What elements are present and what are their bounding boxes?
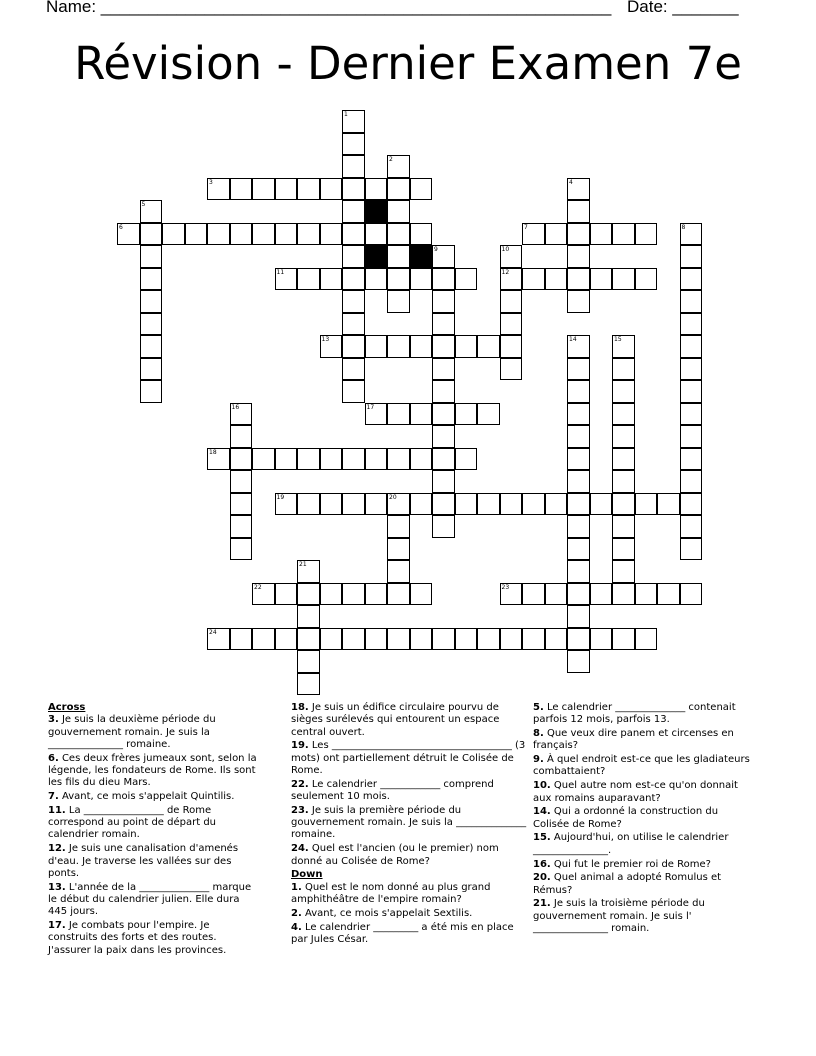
- cell-number: 7: [524, 223, 528, 231]
- cell-number: 11: [276, 268, 285, 276]
- grid-cell[interactable]: [230, 470, 253, 493]
- clue-down-16: 16. Qui fut le premier roi de Rome?: [533, 858, 711, 870]
- grid-cell[interactable]: [230, 515, 253, 538]
- grid-cell[interactable]: [342, 268, 365, 291]
- grid-cell[interactable]: [567, 448, 590, 471]
- grid-cell[interactable]: [252, 448, 275, 471]
- grid-cell[interactable]: [252, 223, 275, 246]
- clues-column-3: [533, 702, 755, 937]
- grid-cell[interactable]: [342, 358, 365, 381]
- grid-cell[interactable]: [387, 538, 410, 561]
- clue-across-6: 6. Ces deux frères jumeaux sont, selon la légende, les fondateurs de Rome. Ils sont les fils du dieu Mars.: [48, 752, 257, 789]
- grid-cell[interactable]: [612, 425, 635, 448]
- grid-cell[interactable]: [455, 628, 478, 651]
- grid-cell[interactable]: [477, 335, 500, 358]
- clue-down-14: 14. Qui a ordonné la construction du Colisée de Rome?: [533, 806, 719, 830]
- grid-cell[interactable]: [387, 628, 410, 651]
- clue-down-1: 1. Quel est le nom donné au plus grand amphithéâtre de l'empire romain?: [291, 881, 491, 905]
- grid-cell[interactable]: [297, 650, 320, 673]
- grid-cell[interactable]: [522, 268, 545, 291]
- grid-cell[interactable]: [140, 223, 163, 246]
- grid-cell[interactable]: [567, 335, 590, 358]
- grid-cell[interactable]: [207, 178, 230, 201]
- grid-cell[interactable]: [230, 493, 253, 516]
- clues-column-2: [291, 702, 527, 948]
- grid-cell[interactable]: [590, 583, 613, 606]
- grid-cell[interactable]: [477, 493, 500, 516]
- cell-number: 6: [119, 223, 123, 231]
- grid-cell[interactable]: [410, 493, 433, 516]
- grid-cell[interactable]: [230, 448, 253, 471]
- grid-cell[interactable]: [410, 178, 433, 201]
- grid-cell[interactable]: [455, 448, 478, 471]
- grid-cell[interactable]: [455, 403, 478, 426]
- grid-cell[interactable]: [140, 290, 163, 313]
- grid-cell[interactable]: [680, 425, 703, 448]
- grid-cell[interactable]: [567, 268, 590, 291]
- black-cell: [410, 245, 433, 268]
- cell-number: 16: [231, 403, 240, 411]
- grid-cell[interactable]: [387, 560, 410, 583]
- grid-cell[interactable]: [567, 605, 590, 628]
- grid-cell[interactable]: [410, 448, 433, 471]
- grid-cell[interactable]: [387, 200, 410, 223]
- grid-cell[interactable]: [500, 335, 523, 358]
- grid-cell[interactable]: [230, 538, 253, 561]
- grid-cell[interactable]: [275, 223, 298, 246]
- grid-cell[interactable]: [567, 560, 590, 583]
- grid-cell[interactable]: [140, 358, 163, 381]
- grid-cell[interactable]: [567, 245, 590, 268]
- grid-cell[interactable]: [387, 268, 410, 291]
- grid-cell[interactable]: [567, 583, 590, 606]
- grid-cell[interactable]: [612, 493, 635, 516]
- grid-cell[interactable]: [432, 425, 455, 448]
- cell-number: 9: [434, 246, 438, 253]
- grid-cell[interactable]: [342, 448, 365, 471]
- grid-cell[interactable]: [680, 335, 703, 358]
- grid-cell[interactable]: [680, 403, 703, 426]
- grid-cell[interactable]: [680, 380, 703, 403]
- grid-cell[interactable]: [567, 200, 590, 223]
- grid-cell[interactable]: [387, 493, 410, 516]
- cell-number: 10: [501, 246, 510, 253]
- grid-cell[interactable]: [567, 628, 590, 651]
- grid-cell[interactable]: [230, 425, 253, 448]
- cell-number: 18: [209, 448, 217, 456]
- grid-cell[interactable]: [477, 403, 500, 426]
- grid-cell[interactable]: [230, 223, 253, 246]
- grid-cell[interactable]: [567, 178, 590, 201]
- grid-cell[interactable]: [567, 538, 590, 561]
- grid-cell[interactable]: [432, 403, 455, 426]
- grid-cell[interactable]: [365, 403, 388, 426]
- grid-cell[interactable]: [590, 493, 613, 516]
- grid-cell[interactable]: [680, 313, 703, 336]
- clue-across-19: 19. Les ____________________________________ (3 mots) ont partiellement détruit le Colisée de Rome.: [291, 740, 526, 776]
- name-field[interactable]: Name: ______________________________________________________: [46, 0, 612, 16]
- grid-cell[interactable]: [432, 268, 455, 291]
- grid-cell[interactable]: [522, 223, 545, 246]
- grid-cell[interactable]: [342, 155, 365, 178]
- grid-cell[interactable]: [500, 245, 523, 268]
- clue-down-8: 8. Que veux dire panem et circenses en français?: [533, 728, 734, 752]
- grid-cell[interactable]: [207, 628, 230, 651]
- grid-cell[interactable]: [410, 628, 433, 651]
- grid-cell[interactable]: [387, 335, 410, 358]
- grid-cell[interactable]: [522, 628, 545, 651]
- clue-down-20: 20. Quel animal a adopté Romulus et Rémus?: [533, 872, 722, 896]
- grid-cell[interactable]: [297, 673, 320, 696]
- grid-cell[interactable]: [522, 493, 545, 516]
- grid-cell[interactable]: [342, 223, 365, 246]
- down-heading: Down: [291, 869, 323, 881]
- grid-cell[interactable]: [140, 268, 163, 291]
- grid-cell[interactable]: [635, 268, 658, 291]
- grid-cell[interactable]: [342, 628, 365, 651]
- grid-cell[interactable]: [612, 560, 635, 583]
- grid-cell[interactable]: [297, 493, 320, 516]
- grid-cell[interactable]: [410, 403, 433, 426]
- grid-cell[interactable]: [387, 290, 410, 313]
- clue-across-13: 13. L'année de la ______________ marque le début du calendrier julien. Elle dura 445 jours.: [48, 881, 252, 918]
- grid-cell[interactable]: [500, 628, 523, 651]
- grid-cell[interactable]: [297, 178, 320, 201]
- grid-cell[interactable]: [117, 223, 140, 246]
- grid-cell[interactable]: [477, 628, 500, 651]
- clue-across-24: 24. Quel est l'ancien (ou le premier) nom donné au Colisée de Rome?: [291, 843, 499, 867]
- cell-number: 20: [389, 493, 397, 501]
- grid-cell[interactable]: [612, 470, 635, 493]
- cell-number: 13: [321, 336, 330, 343]
- grid-cell[interactable]: [657, 583, 680, 606]
- grid-cell[interactable]: [567, 425, 590, 448]
- grid-cell[interactable]: [410, 583, 433, 606]
- grid-cell[interactable]: [275, 448, 298, 471]
- clue-across-23: 23. Je suis la première période du gouvernement romain. Je suis la ______________ romaine.: [291, 804, 527, 841]
- grid-cell[interactable]: [342, 110, 365, 133]
- clue-across-17: 17. Je combats pour l'empire. Je construits des forts et des routes. J'assurer la paix dans les provinces.: [48, 920, 227, 956]
- grid-cell[interactable]: [342, 245, 365, 268]
- grid-cell[interactable]: [567, 650, 590, 673]
- cell-number: 2: [389, 156, 393, 163]
- grid-cell[interactable]: [365, 268, 388, 291]
- grid-cell[interactable]: [342, 335, 365, 358]
- grid-cell[interactable]: [680, 515, 703, 538]
- grid-cell[interactable]: [387, 245, 410, 268]
- grid-cell[interactable]: [252, 628, 275, 651]
- clue-down-9: 9. À quel endroit est-ce que les gladiateurs combattaient?: [533, 754, 750, 778]
- grid-cell[interactable]: [162, 223, 185, 246]
- cell-number: 22: [254, 583, 262, 591]
- grid-cell[interactable]: [680, 448, 703, 471]
- grid-cell[interactable]: [342, 133, 365, 156]
- grid-cell[interactable]: [365, 448, 388, 471]
- grid-cell[interactable]: [275, 493, 298, 516]
- cell-number: 15: [614, 336, 622, 343]
- cell-number: 23: [501, 583, 510, 591]
- cell-number: 21: [299, 561, 307, 568]
- grid-cell[interactable]: [297, 223, 320, 246]
- grid-cell[interactable]: [410, 268, 433, 291]
- grid-cell[interactable]: [320, 268, 343, 291]
- grid-cell[interactable]: [612, 515, 635, 538]
- grid-cell[interactable]: [297, 560, 320, 583]
- grid-cell[interactable]: [567, 358, 590, 381]
- cell-number: 17: [366, 403, 375, 411]
- grid-cell[interactable]: [342, 178, 365, 201]
- cell-number: 3: [209, 178, 213, 186]
- grid-cell[interactable]: [567, 470, 590, 493]
- grid-cell[interactable]: [140, 380, 163, 403]
- grid-cell[interactable]: [545, 223, 568, 246]
- grid-cell[interactable]: [612, 538, 635, 561]
- cell-number: 19: [276, 493, 285, 501]
- grid-cell[interactable]: [612, 358, 635, 381]
- grid-cell[interactable]: [545, 628, 568, 651]
- grid-cell[interactable]: [680, 538, 703, 561]
- grid-cell[interactable]: [432, 358, 455, 381]
- grid-cell[interactable]: [230, 628, 253, 651]
- grid-cell[interactable]: [500, 493, 523, 516]
- grid-cell[interactable]: [612, 403, 635, 426]
- grid-cell[interactable]: [455, 493, 478, 516]
- grid-cell[interactable]: [365, 583, 388, 606]
- grid-cell[interactable]: [432, 628, 455, 651]
- grid-cell[interactable]: [500, 358, 523, 381]
- clue-across-11: 11. La ________________ de Rome correspond au point de départ du calendrier romain.: [48, 804, 217, 841]
- grid-cell[interactable]: [365, 178, 388, 201]
- grid-cell[interactable]: [432, 448, 455, 471]
- grid-cell[interactable]: [207, 448, 230, 471]
- grid-cell[interactable]: [432, 335, 455, 358]
- clue-down-5: 5. Le calendrier ______________ contenait parfois 12 mois, parfois 13.: [533, 702, 736, 726]
- across-heading: Across: [48, 702, 86, 713]
- grid-cell[interactable]: [387, 515, 410, 538]
- black-cell: [365, 245, 388, 268]
- grid-cell[interactable]: [320, 223, 343, 246]
- grid-cell[interactable]: [567, 515, 590, 538]
- grid-cell[interactable]: [297, 605, 320, 628]
- grid-cell[interactable]: [432, 493, 455, 516]
- cell-number: 4: [569, 178, 573, 186]
- grid-cell[interactable]: [320, 628, 343, 651]
- grid-cell[interactable]: [500, 268, 523, 291]
- grid-cell[interactable]: [432, 245, 455, 268]
- grid-cell[interactable]: [545, 268, 568, 291]
- date-field[interactable]: Date: _______: [627, 0, 739, 16]
- clue-across-7: 7. Avant, ce mois s'appelait Quintilis.: [48, 791, 235, 803]
- grid-cell[interactable]: [680, 583, 703, 606]
- grid-cell[interactable]: [320, 178, 343, 201]
- grid-cell[interactable]: [365, 628, 388, 651]
- grid-cell[interactable]: [140, 200, 163, 223]
- grid-cell[interactable]: [432, 515, 455, 538]
- grid-cell[interactable]: [567, 223, 590, 246]
- clue-across-18: 18. Je suis un édifice circulaire pourvu de sièges surélevés qui entourent un espace central ouvert.: [291, 702, 500, 738]
- grid-cell[interactable]: [635, 493, 658, 516]
- grid-cell[interactable]: [275, 268, 298, 291]
- grid-cell[interactable]: [230, 178, 253, 201]
- grid-cell[interactable]: [320, 335, 343, 358]
- grid-cell[interactable]: [297, 448, 320, 471]
- grid-cell[interactable]: [342, 380, 365, 403]
- grid-cell[interactable]: [230, 403, 253, 426]
- grid-cell[interactable]: [342, 290, 365, 313]
- grid-cell[interactable]: [455, 335, 478, 358]
- grid-cell[interactable]: [680, 493, 703, 516]
- grid-cell[interactable]: [140, 335, 163, 358]
- grid-cell[interactable]: [320, 583, 343, 606]
- grid-cell[interactable]: [612, 268, 635, 291]
- grid-cell[interactable]: [680, 290, 703, 313]
- grid-cell[interactable]: [635, 223, 658, 246]
- grid-cell[interactable]: [387, 223, 410, 246]
- grid-cell[interactable]: [342, 493, 365, 516]
- grid-cell[interactable]: [522, 583, 545, 606]
- grid-cell[interactable]: [635, 583, 658, 606]
- grid-cell[interactable]: [387, 403, 410, 426]
- cell-number: 5: [141, 201, 146, 208]
- grid-cell[interactable]: [275, 628, 298, 651]
- clue-down-4: 4. Le calendrier _________ a été mis en place par Jules César.: [291, 921, 514, 945]
- grid-cell[interactable]: [680, 470, 703, 493]
- grid-cell[interactable]: [567, 380, 590, 403]
- grid-cell[interactable]: [432, 380, 455, 403]
- grid-cell[interactable]: [680, 268, 703, 291]
- grid-cell[interactable]: [612, 380, 635, 403]
- black-cell: [365, 200, 388, 223]
- grid-cell[interactable]: [140, 245, 163, 268]
- grid-cell[interactable]: [500, 313, 523, 336]
- grid-cell[interactable]: [432, 290, 455, 313]
- grid-cell[interactable]: [590, 628, 613, 651]
- grid-cell[interactable]: [567, 403, 590, 426]
- grid-cell[interactable]: [612, 628, 635, 651]
- grid-cell[interactable]: [410, 223, 433, 246]
- grid-cell[interactable]: [320, 493, 343, 516]
- grid-cell[interactable]: [342, 313, 365, 336]
- grid-cell[interactable]: [545, 583, 568, 606]
- grid-cell[interactable]: [612, 335, 635, 358]
- grid-cell[interactable]: [590, 223, 613, 246]
- page-title: Révision - Dernier Examen 7e: [74, 37, 742, 90]
- grid-cell[interactable]: [252, 178, 275, 201]
- grid-cell[interactable]: [590, 268, 613, 291]
- grid-cell[interactable]: [365, 493, 388, 516]
- grid-cell[interactable]: [680, 245, 703, 268]
- grid-cell[interactable]: [342, 200, 365, 223]
- grid-cell[interactable]: [635, 628, 658, 651]
- clue-across-3: 3. Je suis la deuxième période du gouvernement romain. Je suis la _______________ romaine.: [48, 714, 216, 750]
- grid-cell[interactable]: [455, 268, 478, 291]
- grid-cell[interactable]: [567, 290, 590, 313]
- grid-cell[interactable]: [432, 470, 455, 493]
- clue-down-10: 10. Quel autre nom est-ce qu'on donnait aux romains auparavant?: [533, 780, 738, 804]
- grid-cell[interactable]: [387, 178, 410, 201]
- grid-cell[interactable]: [612, 583, 635, 606]
- cell-number: 1: [344, 111, 348, 118]
- cell-number: 8: [681, 223, 686, 231]
- grid-cell[interactable]: [297, 268, 320, 291]
- grid-cell[interactable]: [252, 583, 275, 606]
- clues-column-1: [48, 702, 260, 958]
- grid-cell[interactable]: [342, 583, 365, 606]
- grid-cell[interactable]: [320, 448, 343, 471]
- grid-cell[interactable]: [387, 583, 410, 606]
- grid-cell[interactable]: [185, 223, 208, 246]
- grid-cell[interactable]: [545, 493, 568, 516]
- grid-cell[interactable]: [297, 628, 320, 651]
- clue-down-21: 21. Je suis la troisième période du gouvernement romain. Je suis l' _______________ romain.: [533, 898, 705, 935]
- grid-cell[interactable]: [500, 583, 523, 606]
- clue-down-2: 2. Avant, ce mois s'appelait Sextilis.: [291, 907, 473, 919]
- grid-cell[interactable]: [275, 583, 298, 606]
- grid-cell[interactable]: [207, 223, 230, 246]
- grid-cell[interactable]: [432, 313, 455, 336]
- cell-number: 14: [569, 336, 577, 343]
- clue-down-15: 15. Aujourd'hui, on utilise le calendrier _______________.: [533, 832, 729, 856]
- grid-cell[interactable]: [612, 223, 635, 246]
- grid-cell[interactable]: [657, 493, 680, 516]
- grid-cell[interactable]: [297, 583, 320, 606]
- grid-cell[interactable]: [387, 155, 410, 178]
- clue-across-22: 22. Le calendrier ____________ comprend seulement 10 mois.: [291, 778, 494, 803]
- cell-number: 24: [209, 628, 217, 636]
- grid-cell[interactable]: [567, 493, 590, 516]
- grid-cell[interactable]: [140, 313, 163, 336]
- grid-cell[interactable]: [680, 358, 703, 381]
- grid-cell[interactable]: [612, 448, 635, 471]
- grid-cell[interactable]: [275, 178, 298, 201]
- grid-cell[interactable]: [365, 335, 388, 358]
- grid-cell[interactable]: [410, 335, 433, 358]
- grid-cell[interactable]: [500, 290, 523, 313]
- grid-cell[interactable]: [365, 223, 388, 246]
- grid-cell[interactable]: [387, 448, 410, 471]
- grid-cell[interactable]: [680, 223, 703, 246]
- clue-across-12: 12. Je suis une canalisation d'amenés d'eau. Je traverse les vallées sur des ponts.: [48, 843, 239, 879]
- cell-number: 12: [501, 268, 510, 276]
